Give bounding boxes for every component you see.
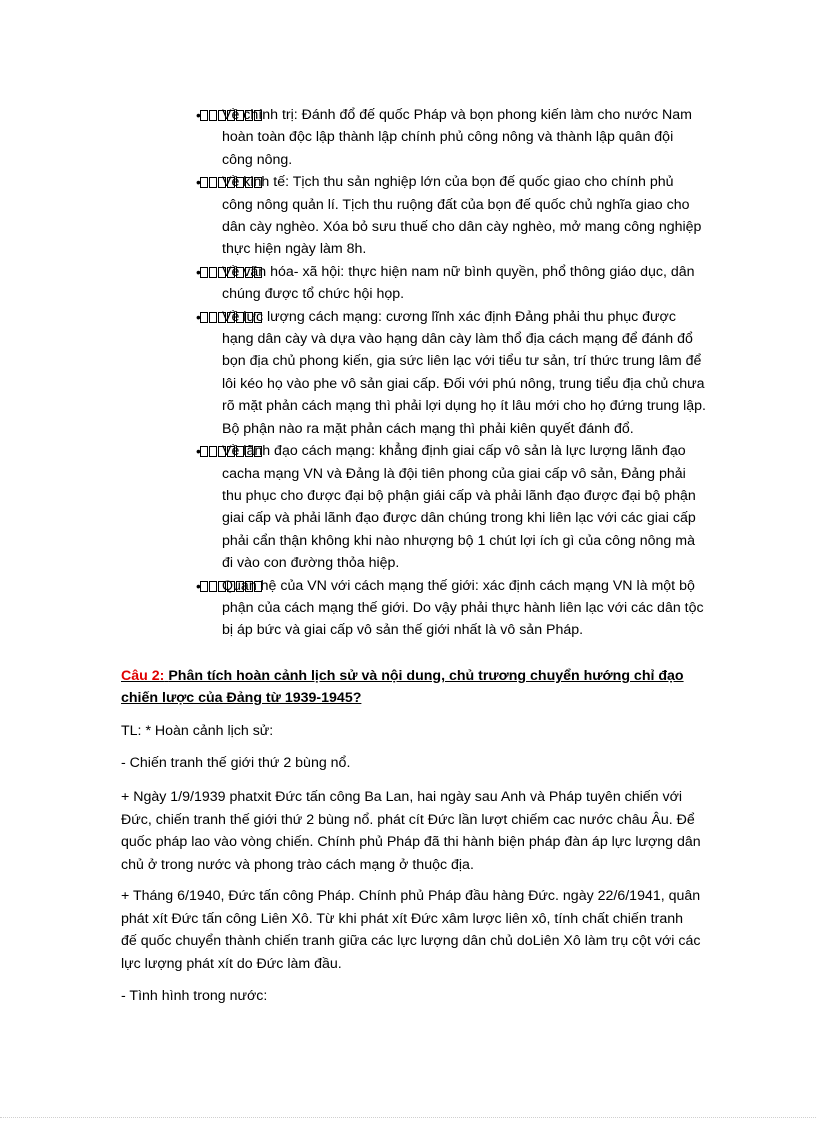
bullet-marker: • — [196, 440, 263, 462]
paragraph: + Ngày 1/9/1939 phatxit Đức tấn công Ba Lan, hai ngày sau Anh và Pháp tuyên chiến với Đức, chiến tranh thế giới thứ 2 bùng nổ. phát cít Đức lần lượt chiếm cac nước châu Âu. Để quốc pháp lao vào vòng chiến. Chính phủ Pháp đã thi hành biện pháp đàn áp lực lượng dân chủ ở trong nước và phong trào cách mạng ở thuộc địa. — [121, 789, 701, 873]
bullet-marker: • — [196, 575, 263, 597]
list-item — [196, 104, 706, 171]
bullet-marker: • — [196, 306, 263, 328]
answer-intro: TL: * Hoàn cảnh lịch sử: — [121, 723, 274, 739]
list-item — [196, 575, 706, 642]
list-item — [196, 261, 706, 306]
bullet-text: Về chính trị: Đánh đổ đế quốc Pháp và bọn phong kiến làm cho nước Nam hoàn toàn độc lập thành lập chính phủ công nông và thành lập quân đội công nông. — [222, 107, 692, 168]
bullet-marker: • — [196, 104, 263, 126]
bullet-text: Về lực lượng cách mạng: cương lĩnh xác định Đảng phải thu phục được hạng dân cày và dựa vào hạng dân cày làm thổ địa cách mạng để đánh đổ bọn địa chủ phong kiến, gia sức liên lạc với tiểu tư sản, trí thức trung lâm để lôi kéo họ vào phe vô sản giai cấp. Đối với phú nông, trung tiểu địa chủ chưa rõ mặt phản cách mạng thì phải lợi dụng họ ít lâu mới cho họ đứng trung lập. Bộ phận nào ra mặt phản cách mạng thì phải kiên quyết đánh đổ. — [222, 308, 706, 437]
bullet-list — [196, 104, 706, 642]
bullet-text: Về lãnh đạo cách mạng: khẳng định giai cấp vô sản là lực lượng lãnh đạo cacha mạng VN và Đảng là đội tiên phong của giai cấp vô sản, Đảng phải thu phục cho được đại bộ phận giái cấp và phải lãnh đạo được đại bộ phận giai cấp và phải lãnh đạo được dân chúng trong khi liên lạc với các giai cấp phải cẩn thận không khi nào nhượng bộ 1 chút lợi ích gì của công nông mà đi vào con đường thỏa hiệp. — [222, 443, 696, 572]
list-item — [196, 306, 706, 440]
bullet-marker: • — [196, 261, 263, 283]
paragraph: + Tháng 6/1940, Đức tấn công Pháp. Chính phủ Pháp đầu hàng Đức. ngày 22/6/1941, quân phát xít Đức tấn công Liên Xô. Từ khi phát xít Đức xâm lược liên xô, tính chất chiến tranh đế quốc chuyển thành chiến tranh giữa các lực lượng dân chủ doLiên Xô làm trụ cột với các lực lượng phát xít do Đức làm đầu. — [121, 888, 701, 972]
bullet-text: Về văn hóa- xã hội: thực hiện nam nữ bình quyền, phổ thông giáo dục, dân chúng được tổ chức hội họp. — [222, 263, 695, 303]
list-item — [196, 440, 706, 574]
bullet-marker: • — [196, 171, 263, 193]
bullet-text: Về kinh tế: Tịch thu sản nghiệp lớn của bọn đế quốc giao cho chính phủ công nông quản lí. Tịch thu ruộng đất của bọn đế quốc chủ nghĩa giao cho dân cày nghèo. Xóa bỏ sưu thuế cho dân cày nghèo, mở mang công nghiệp thực hiện ngày làm 8h. — [222, 174, 702, 258]
paragraph: - Chiến tranh thế giới thứ 2 bùng nổ. — [121, 755, 351, 771]
bullet-text: Quan hệ của VN với cách mạng thế giới: xác định cách mạng VN là một bộ phận của cách mạng thế giới. Do vậy phải thực hành liên lạc với các dân tộc bị áp bức và giai cấp vô sản thế giới nhất là vô sản Pháp. — [222, 577, 704, 639]
question-heading — [121, 665, 691, 709]
page-bottom-divider — [0, 1117, 816, 1118]
question-label: Câu 2: — [121, 668, 165, 684]
paragraph: - Tình hình trong nước: — [121, 988, 268, 1004]
question-text: Phân tích hoàn cảnh lịch sử và nội dung, chủ trương chuyển hướng chỉ đạo chiến lược của Đảng từ 1939-1945? — [121, 668, 684, 706]
list-item — [196, 171, 706, 261]
